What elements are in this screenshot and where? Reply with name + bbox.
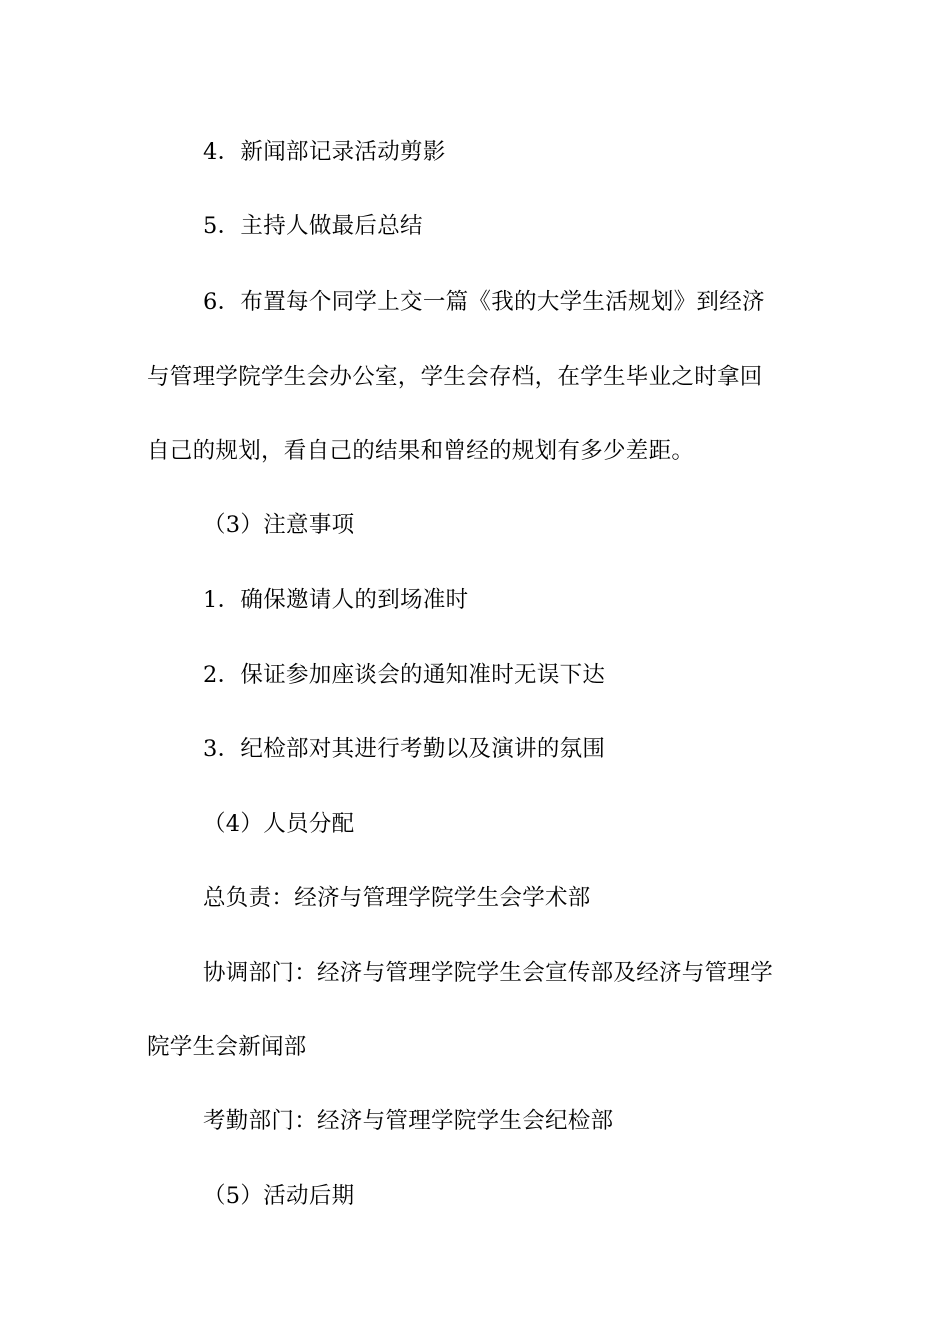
paragraph-assignment-line-3: 自己的规划，看自己的结果和曾经的规划有多少差距。 [147,438,695,464]
staffing-coordination-line-2: 院学生会新闻部 [147,1034,307,1060]
list-item-news-dept: 4．新闻部记录活动剪影 [203,139,446,165]
list-item-punctuality: 1．确保邀请人的到场准时 [203,587,469,613]
staffing-attendance-dept: 考勤部门：经济与管理学院学生会纪检部 [203,1108,614,1134]
staffing-coordination-line-1: 协调部门：经济与管理学院学生会宣传部及经济与管理学 [203,960,774,986]
staffing-lead: 总负责：经济与管理学院学生会学术部 [203,885,591,911]
list-item-attendance: 3．纪检部对其进行考勤以及演讲的氛围 [203,736,606,762]
list-item-notice: 2．保证参加座谈会的通知准时无误下达 [203,662,606,688]
paragraph-assignment-line-2: 与管理学院学生会办公室，学生会存档，在学生毕业之时拿回 [147,364,763,390]
section-heading-post-event: （5）活动后期 [203,1183,355,1209]
paragraph-assignment-line-1: 6．布置每个同学上交一篇《我的大学生活规划》到经济 [203,289,765,315]
section-heading-staffing: （4）人员分配 [203,811,355,837]
section-heading-notes: （3）注意事项 [203,512,355,538]
list-item-host-summary: 5．主持人做最后总结 [203,213,423,239]
